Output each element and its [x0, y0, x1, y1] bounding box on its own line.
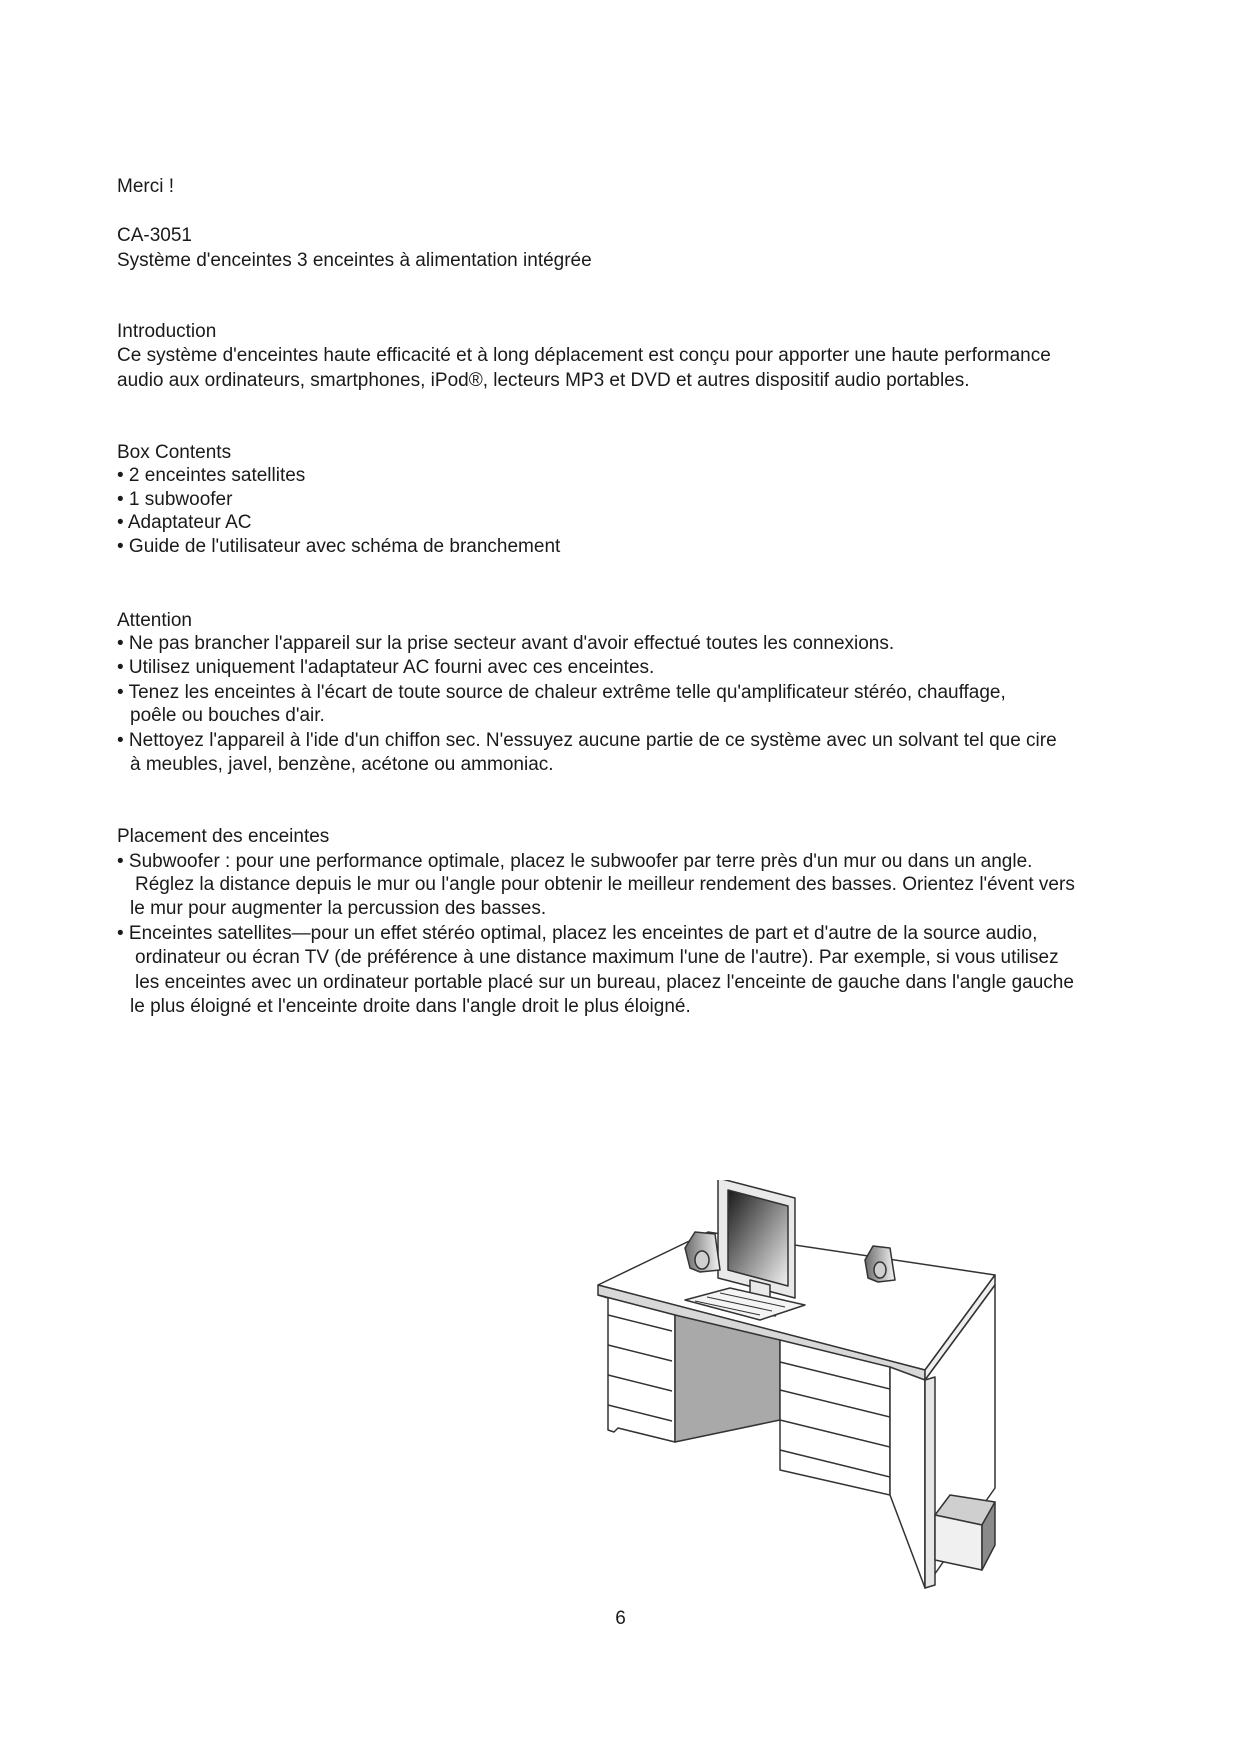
attention-line: • Nettoyez l'appareil à l'ide d'un chiffon sec. N'essuyez aucune partie de ce système avec un solvant tel que cire: [117, 730, 1057, 751]
placement-line: Réglez la distance depuis le mur ou l'angle pour obtenir le meilleur rendement des basses. Orientez l'évent vers: [135, 874, 1075, 895]
attention-line: à meubles, javel, benzène, acétone ou ammoniac.: [130, 754, 554, 775]
right-pedestal: [780, 1340, 890, 1495]
greeting: Merci !: [117, 176, 174, 197]
attention-title: Attention: [117, 610, 192, 631]
subwoofer-front: [935, 1515, 982, 1570]
attention-line: • Utilisez uniquement l'adaptateur AC fourni avec ces enceintes.: [117, 657, 655, 678]
introduction-title: Introduction: [117, 321, 217, 342]
monitor-screen: [728, 1190, 788, 1286]
box-contents-item: • Guide de l'utilisateur avec schéma de branchement: [117, 536, 561, 557]
box-contents-item: • 1 subwoofer: [117, 489, 233, 510]
attention-line: • Ne pas brancher l'appareil sur la prise secteur avant d'avoir effectué toutes les connexions.: [117, 633, 895, 654]
placement-line: le plus éloigné et l'enceinte droite dans l'angle droit le plus éloigné.: [130, 996, 691, 1017]
box-contents-item: • Adaptateur AC: [117, 512, 252, 533]
placement-line: • Subwoofer : pour une performance optimale, placez le subwoofer par terre près d'un mur ou dans un angle.: [117, 851, 1033, 872]
box-contents-item: • 2 enceintes satellites: [117, 465, 306, 486]
product-subtitle: Système d'enceintes 3 enceintes à alimentation intégrée: [117, 250, 592, 271]
introduction-line: Ce système d'enceintes haute efficacité et à long déplacement est conçu pour apporter une haute performance: [117, 345, 1051, 366]
placement-line: le mur pour augmenter la percussion des basses.: [130, 898, 547, 919]
attention-line: • Tenez les enceintes à l'écart de toute source de chaleur extrême telle qu'amplificateur stéréo, chauffage,: [117, 682, 1006, 703]
desk-setup-illustration: [590, 1180, 1030, 1590]
page-number: 6: [615, 1608, 626, 1629]
model-number: CA-3051: [117, 225, 192, 246]
introduction-line: audio aux ordinateurs, smartphones, iPod®, lecteurs MP3 et DVD et autres dispositif audio portables.: [117, 370, 970, 391]
attention-line: poêle ou bouches d'air.: [130, 705, 325, 726]
left-pedestal: [598, 1295, 675, 1442]
placement-line: • Enceintes satellites—pour un effet stéréo optimal, placez les enceintes de part et d'autre de la source audio,: [117, 923, 1038, 944]
box-contents-title: Box Contents: [117, 442, 232, 463]
placement-title: Placement des enceintes: [117, 826, 330, 847]
right-leg-panel: [890, 1367, 925, 1588]
placement-line: les enceintes avec un ordinateur portable placé sur un bureau, placez l'enceinte de gauche dans l'angle gauche: [135, 972, 1074, 993]
placement-line: ordinateur ou écran TV (de préférence à une distance maximum l'une de l'autre). Par exemple, si vous utilisez: [135, 947, 1059, 968]
